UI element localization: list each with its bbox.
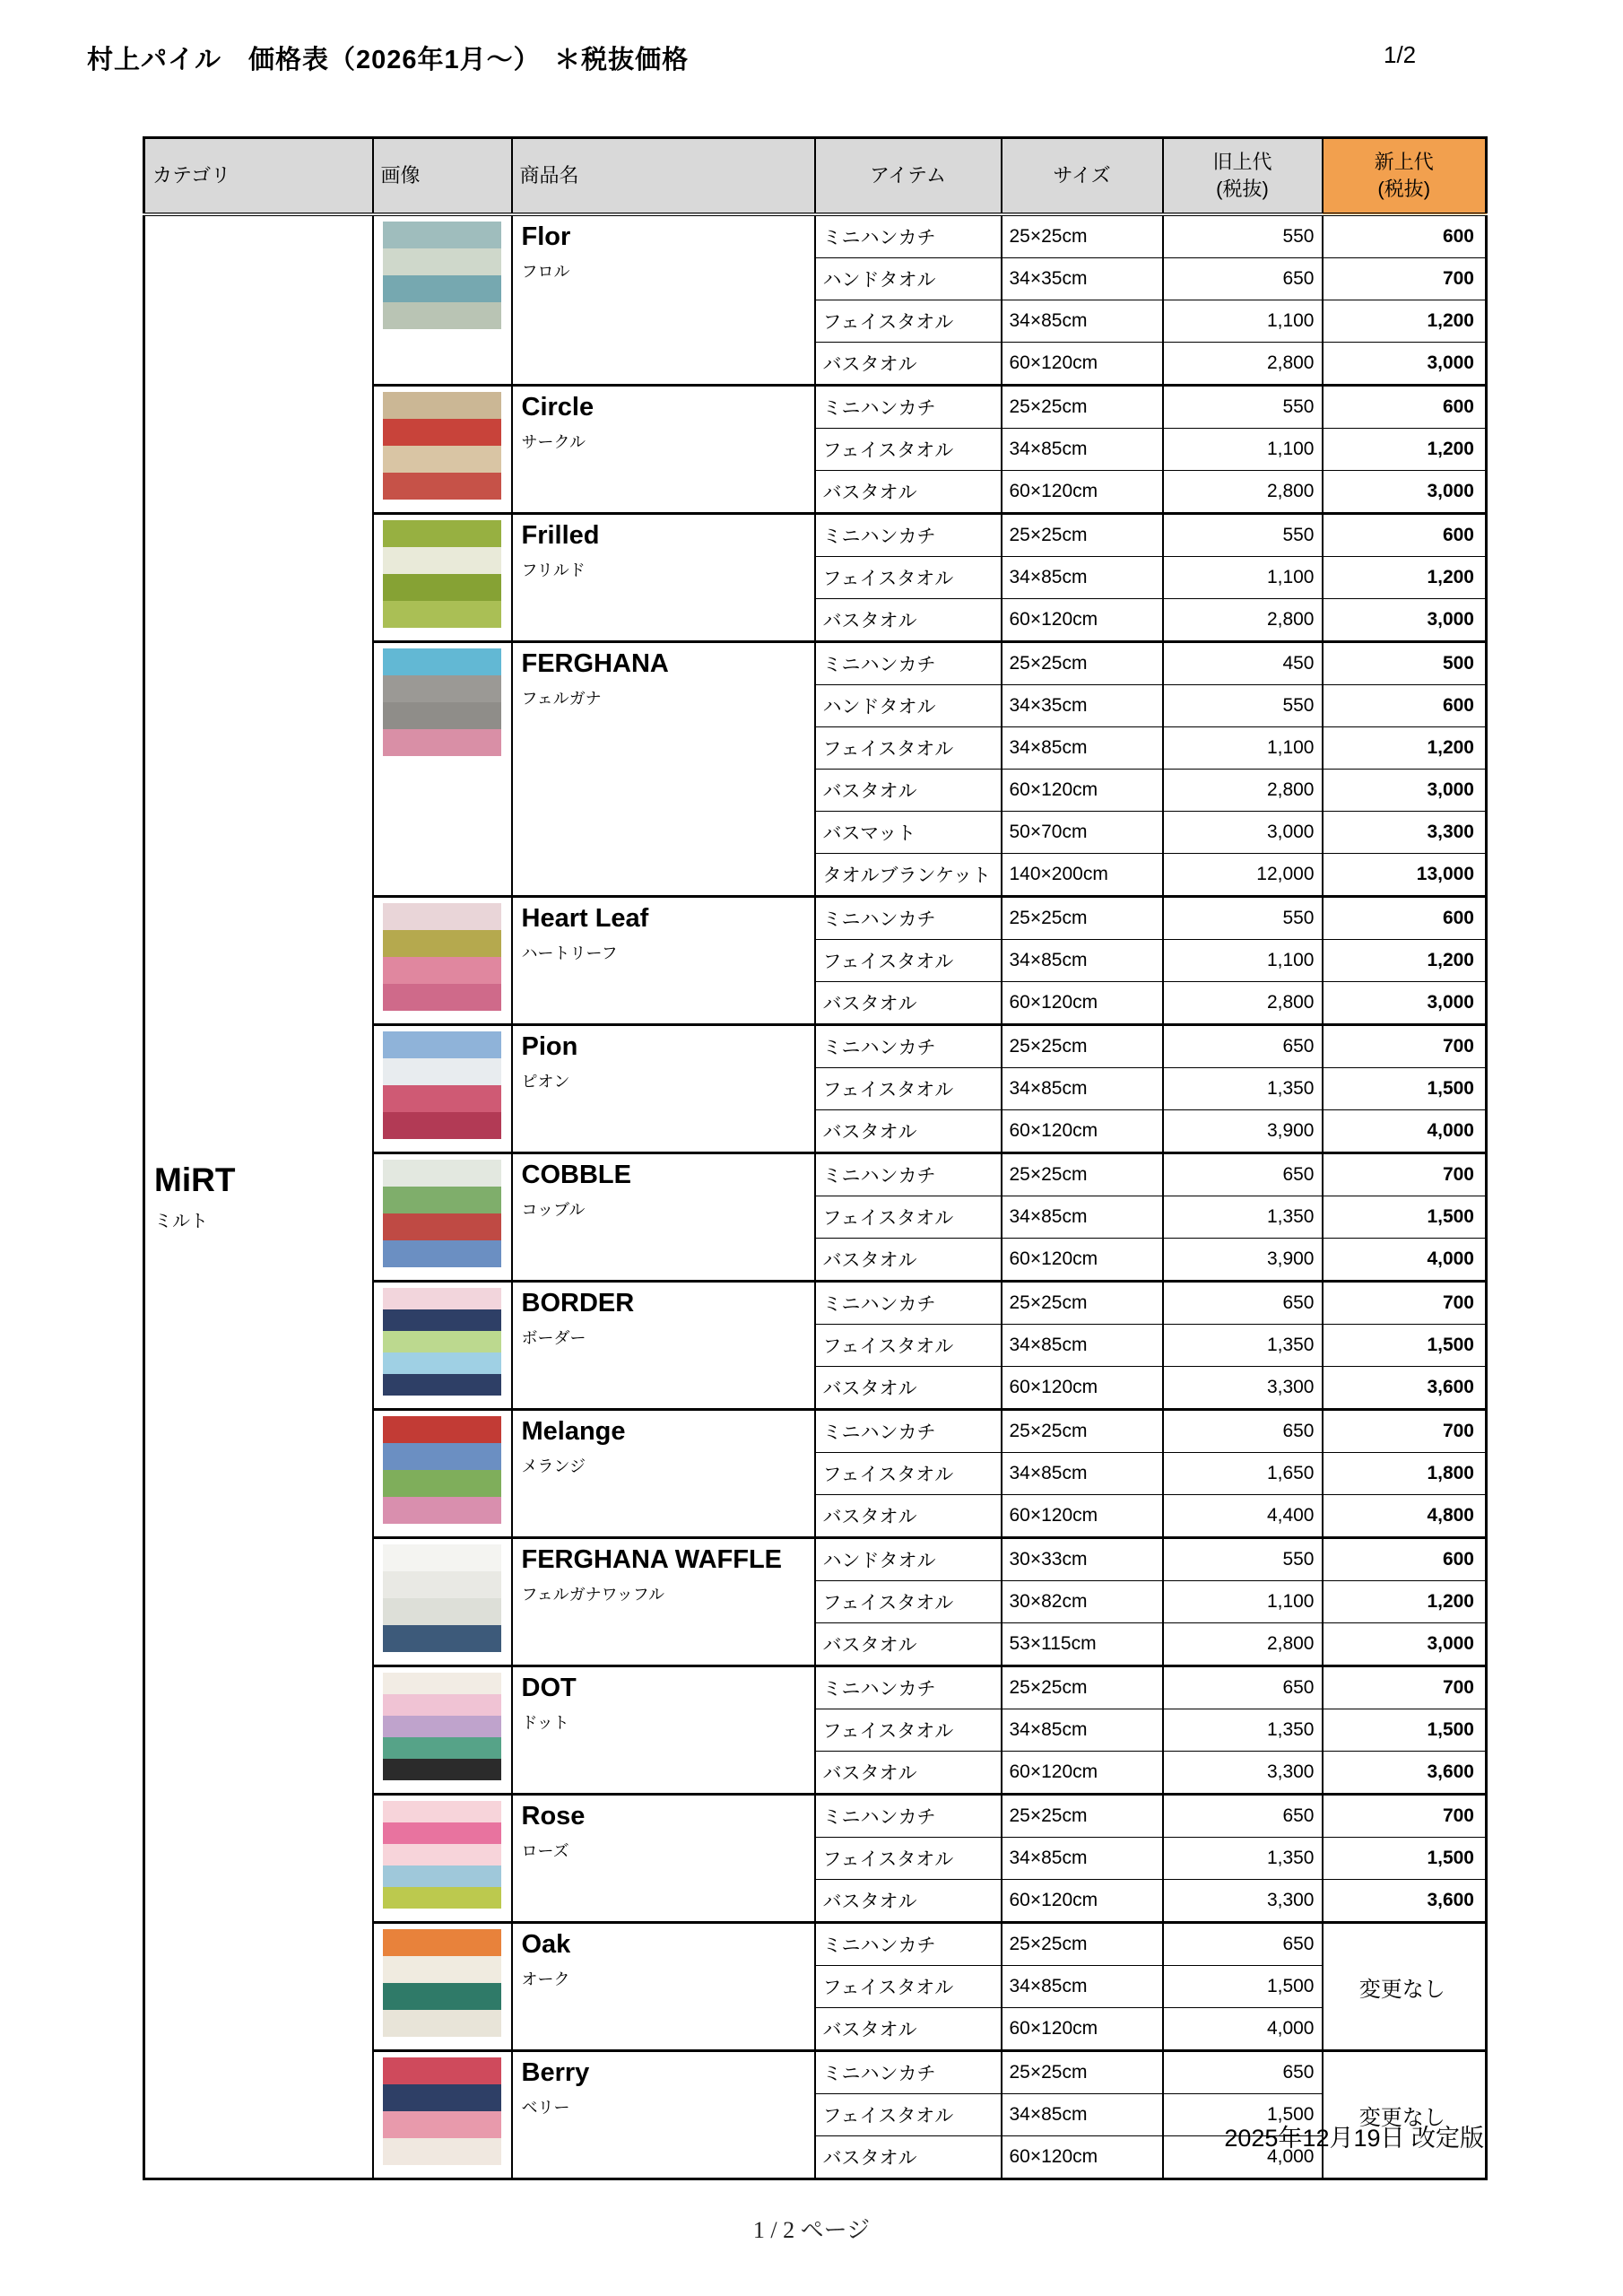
category-kana: ミルト	[154, 1212, 208, 1231]
item-cell: フェイスタオル	[815, 1709, 1002, 1752]
size-cell: 25×25cm	[1002, 2051, 1163, 2094]
product-image	[383, 520, 501, 628]
product-name: Oak	[521, 1930, 571, 1959]
product-name-cell	[512, 897, 815, 1025]
item-cell: フェイスタオル	[815, 1838, 1002, 1880]
product-name-cell	[512, 1410, 815, 1538]
column-header-image: 画像	[373, 138, 512, 215]
new-price-cell: 1,200	[1323, 557, 1487, 599]
new-price-cell: 3,000	[1323, 770, 1487, 812]
item-cell: ハンドタオル	[815, 258, 1002, 300]
product-image-cell	[373, 1025, 512, 1153]
price-unchanged-cell: 変更なし	[1323, 1923, 1487, 2051]
product-name-cell	[512, 386, 815, 514]
item-cell: ミニハンカチ	[815, 897, 1002, 940]
item-cell: ミニハンカチ	[815, 514, 1002, 557]
item-cell: ハンドタオル	[815, 685, 1002, 727]
old-price-cell: 12,000	[1163, 854, 1323, 897]
new-price-cell: 1,500	[1323, 1196, 1487, 1239]
revision-note: 2025年12月19日 改定版	[1224, 2125, 1484, 2152]
new-price-cell: 4,800	[1323, 1495, 1487, 1538]
new-price-cell: 3,600	[1323, 1367, 1487, 1410]
size-cell: 34×85cm	[1002, 1325, 1163, 1367]
old-price-cell: 1,650	[1163, 1453, 1323, 1495]
item-cell: バスタオル	[815, 1495, 1002, 1538]
old-price-cell: 550	[1163, 685, 1323, 727]
product-image-cell	[373, 897, 512, 1025]
size-cell: 140×200cm	[1002, 854, 1163, 897]
product-image	[383, 222, 501, 329]
item-cell: バスタオル	[815, 2136, 1002, 2179]
old-price-cell: 3,300	[1163, 1367, 1323, 1410]
old-price-cell: 650	[1163, 1410, 1323, 1453]
item-cell: ハンドタオル	[815, 1538, 1002, 1581]
new-price-cell: 700	[1323, 258, 1487, 300]
old-price-cell: 2,800	[1163, 599, 1323, 642]
item-cell: ミニハンカチ	[815, 214, 1002, 258]
new-price-cell: 3,000	[1323, 1623, 1487, 1666]
item-cell: フェイスタオル	[815, 1196, 1002, 1239]
product-kana: コッブル	[521, 1200, 586, 1219]
new-price-cell: 600	[1323, 514, 1487, 557]
size-cell: 25×25cm	[1002, 1666, 1163, 1709]
item-cell: フェイスタオル	[815, 1966, 1002, 2008]
product-image	[383, 1031, 501, 1139]
size-cell: 60×120cm	[1002, 1752, 1163, 1795]
size-cell: 25×25cm	[1002, 514, 1163, 557]
item-cell: タオルブランケット	[815, 854, 1002, 897]
size-cell: 50×70cm	[1002, 812, 1163, 854]
old-price-cell: 550	[1163, 214, 1323, 258]
item-cell: フェイスタオル	[815, 429, 1002, 471]
product-image-cell	[373, 214, 512, 386]
new-price-label-line2: (税抜)	[1377, 178, 1431, 200]
item-cell: ミニハンカチ	[815, 386, 1002, 429]
old-price-cell: 650	[1163, 1795, 1323, 1838]
old-price-cell: 4,000	[1163, 2136, 1323, 2179]
size-cell: 60×120cm	[1002, 1367, 1163, 1410]
product-kana: フェルガナワッフル	[521, 1585, 664, 1604]
product-name-cell	[512, 1666, 815, 1795]
new-price-cell: 600	[1323, 386, 1487, 429]
size-cell: 34×35cm	[1002, 685, 1163, 727]
size-cell: 25×25cm	[1002, 1025, 1163, 1068]
new-price-cell: 3,300	[1323, 812, 1487, 854]
size-cell: 34×85cm	[1002, 1068, 1163, 1110]
size-cell: 25×25cm	[1002, 1923, 1163, 1966]
size-cell: 34×85cm	[1002, 1709, 1163, 1752]
new-price-cell: 4,000	[1323, 1239, 1487, 1282]
product-name: Berry	[521, 2058, 590, 2087]
old-price-cell: 450	[1163, 642, 1323, 685]
size-cell: 60×120cm	[1002, 471, 1163, 514]
new-price-cell: 1,200	[1323, 940, 1487, 982]
product-kana: フェルガナ	[521, 689, 602, 708]
old-price-cell: 650	[1163, 258, 1323, 300]
old-price-cell: 1,350	[1163, 1325, 1323, 1367]
product-kana: ハートリーフ	[521, 944, 618, 962]
new-price-cell: 1,500	[1323, 1838, 1487, 1880]
old-price-cell: 1,100	[1163, 727, 1323, 770]
product-kana: ピオン	[521, 1072, 570, 1091]
size-cell: 60×120cm	[1002, 770, 1163, 812]
product-kana: フロル	[521, 262, 570, 281]
item-cell: バスタオル	[815, 599, 1002, 642]
product-name: Circle	[521, 393, 595, 422]
old-price-cell: 1,100	[1163, 300, 1323, 343]
item-cell: ミニハンカチ	[815, 1410, 1002, 1453]
old-price-cell: 2,800	[1163, 1623, 1323, 1666]
new-price-cell: 500	[1323, 642, 1487, 685]
size-cell: 25×25cm	[1002, 642, 1163, 685]
category-cell	[144, 214, 373, 2179]
size-cell: 25×25cm	[1002, 1795, 1163, 1838]
old-price-cell: 3,000	[1163, 812, 1323, 854]
product-image	[383, 1801, 501, 1909]
item-cell: ミニハンカチ	[815, 1153, 1002, 1196]
product-image-cell	[373, 514, 512, 642]
product-name: FERGHANA WAFFLE	[521, 1545, 783, 1574]
old-price-cell: 1,100	[1163, 429, 1323, 471]
item-cell: ミニハンカチ	[815, 1795, 1002, 1838]
old-price-cell: 4,400	[1163, 1495, 1323, 1538]
new-price-cell: 1,500	[1323, 1325, 1487, 1367]
old-price-cell: 3,300	[1163, 1752, 1323, 1795]
product-image	[383, 1673, 501, 1780]
new-price-cell: 600	[1323, 685, 1487, 727]
item-cell: バスマット	[815, 812, 1002, 854]
product-kana: フリルド	[521, 561, 586, 579]
size-cell: 60×120cm	[1002, 1110, 1163, 1153]
product-kana: ベリー	[521, 2098, 570, 2117]
new-price-cell: 3,600	[1323, 1880, 1487, 1923]
size-cell: 34×85cm	[1002, 940, 1163, 982]
size-cell: 34×35cm	[1002, 258, 1163, 300]
product-image-cell	[373, 1282, 512, 1410]
product-name-cell	[512, 514, 815, 642]
product-name: BORDER	[521, 1289, 635, 1318]
column-header-category: カテゴリ	[144, 138, 373, 215]
price-unchanged-cell: 変更なし	[1323, 2051, 1487, 2179]
product-image-cell	[373, 1153, 512, 1282]
item-cell: バスタオル	[815, 471, 1002, 514]
size-cell: 60×120cm	[1002, 2136, 1163, 2179]
old-price-cell: 650	[1163, 1923, 1323, 1966]
old-price-cell: 2,800	[1163, 770, 1323, 812]
column-header-old-price	[1163, 138, 1323, 215]
product-name: FERGHANA	[521, 649, 669, 678]
item-cell: バスタオル	[815, 1752, 1002, 1795]
size-cell: 25×25cm	[1002, 897, 1163, 940]
size-cell: 25×25cm	[1002, 1282, 1163, 1325]
new-price-cell: 700	[1323, 1410, 1487, 1453]
old-price-cell: 650	[1163, 1153, 1323, 1196]
size-cell: 25×25cm	[1002, 1153, 1163, 1196]
product-image-cell	[373, 1923, 512, 2051]
new-price-cell: 1,200	[1323, 429, 1487, 471]
item-cell: フェイスタオル	[815, 1581, 1002, 1623]
item-cell: フェイスタオル	[815, 2094, 1002, 2136]
old-price-cell: 1,500	[1163, 2094, 1323, 2136]
product-image	[383, 1160, 501, 1267]
old-price-cell: 2,800	[1163, 343, 1323, 386]
product-image	[383, 903, 501, 1011]
product-image-cell	[373, 1666, 512, 1795]
old-price-cell: 4,000	[1163, 2008, 1323, 2051]
product-name-cell	[512, 1923, 815, 2051]
item-cell: フェイスタオル	[815, 1453, 1002, 1495]
price-table	[143, 136, 1488, 2180]
page-indicator: 1/2	[1384, 41, 1417, 68]
new-price-cell: 1,500	[1323, 1709, 1487, 1752]
page-title: 村上パイル 価格表（2026年1月～） ＊税抜価格	[87, 46, 690, 74]
size-cell: 60×120cm	[1002, 343, 1163, 386]
old-price-cell: 3,900	[1163, 1110, 1323, 1153]
old-price-cell: 1,100	[1163, 1581, 1323, 1623]
product-name-cell	[512, 1282, 815, 1410]
size-cell: 60×120cm	[1002, 2008, 1163, 2051]
new-price-cell: 600	[1323, 897, 1487, 940]
size-cell: 60×120cm	[1002, 982, 1163, 1025]
column-header-item: アイテム	[815, 138, 1002, 215]
product-name-cell	[512, 2051, 815, 2179]
new-price-cell: 600	[1323, 1538, 1487, 1581]
size-cell: 34×85cm	[1002, 727, 1163, 770]
old-price-label-line2: (税抜)	[1216, 178, 1269, 200]
new-price-cell: 700	[1323, 1666, 1487, 1709]
product-image	[383, 1288, 501, 1396]
product-name: Frilled	[521, 521, 600, 550]
item-cell: ミニハンカチ	[815, 1923, 1002, 1966]
old-price-cell: 1,350	[1163, 1196, 1323, 1239]
old-price-cell: 550	[1163, 897, 1323, 940]
item-cell: ミニハンカチ	[815, 1282, 1002, 1325]
product-name-cell	[512, 1153, 815, 1282]
product-name: Rose	[521, 1802, 586, 1831]
product-image	[383, 1929, 501, 2037]
new-price-cell: 700	[1323, 1025, 1487, 1068]
header-row	[144, 138, 1487, 215]
new-price-label-line1: 新上代	[1374, 151, 1434, 174]
new-price-cell: 1,200	[1323, 1581, 1487, 1623]
size-cell: 60×120cm	[1002, 1880, 1163, 1923]
old-price-cell: 3,300	[1163, 1880, 1323, 1923]
new-price-cell: 700	[1323, 1153, 1487, 1196]
size-cell: 60×120cm	[1002, 1495, 1163, 1538]
product-name: DOT	[521, 1674, 577, 1702]
column-header-size: サイズ	[1002, 138, 1163, 215]
product-image	[383, 392, 501, 500]
product-image	[383, 1544, 501, 1652]
product-name: Heart Leaf	[521, 904, 649, 933]
product-kana: メランジ	[521, 1457, 586, 1475]
column-header-product: 商品名	[512, 138, 815, 215]
product-image	[383, 648, 501, 756]
old-price-cell: 1,100	[1163, 557, 1323, 599]
new-price-cell: 13,000	[1323, 854, 1487, 897]
size-cell: 25×25cm	[1002, 386, 1163, 429]
product-name-cell	[512, 1795, 815, 1923]
size-cell: 34×85cm	[1002, 2094, 1163, 2136]
product-name: Melange	[521, 1417, 626, 1446]
size-cell: 25×25cm	[1002, 214, 1163, 258]
product-name-cell	[512, 642, 815, 897]
product-image	[383, 1416, 501, 1524]
item-cell: バスタオル	[815, 1110, 1002, 1153]
old-price-cell: 2,800	[1163, 471, 1323, 514]
product-name-cell	[512, 1025, 815, 1153]
product-kana: ローズ	[521, 1841, 569, 1860]
size-cell: 34×85cm	[1002, 557, 1163, 599]
old-price-cell: 550	[1163, 1538, 1323, 1581]
item-cell: ミニハンカチ	[815, 2051, 1002, 2094]
size-cell: 30×82cm	[1002, 1581, 1163, 1623]
size-cell: 34×85cm	[1002, 1838, 1163, 1880]
product-image	[383, 2057, 501, 2165]
product-name-cell	[512, 1538, 815, 1666]
new-price-cell: 1,200	[1323, 300, 1487, 343]
price-table-body	[144, 214, 1487, 2179]
old-price-cell: 1,100	[1163, 940, 1323, 982]
item-cell: バスタオル	[815, 2008, 1002, 2051]
product-kana: サークル	[521, 432, 586, 451]
product-image-cell	[373, 1538, 512, 1666]
new-price-cell: 3,000	[1323, 982, 1487, 1025]
product-name: COBBLE	[521, 1161, 631, 1189]
item-cell: バスタオル	[815, 343, 1002, 386]
item-cell: フェイスタオル	[815, 940, 1002, 982]
size-cell: 34×85cm	[1002, 300, 1163, 343]
product-image-cell	[373, 2051, 512, 2179]
size-cell: 34×85cm	[1002, 429, 1163, 471]
product-kana: オーク	[521, 1970, 570, 1988]
old-price-cell: 650	[1163, 1025, 1323, 1068]
product-kana: ドット	[521, 1713, 569, 1732]
new-price-cell: 700	[1323, 1795, 1487, 1838]
size-cell: 60×120cm	[1002, 1239, 1163, 1282]
item-cell: ミニハンカチ	[815, 642, 1002, 685]
new-price-cell: 3,600	[1323, 1752, 1487, 1795]
item-cell: ミニハンカチ	[815, 1025, 1002, 1068]
new-price-cell: 600	[1323, 214, 1487, 258]
old-price-cell: 1,350	[1163, 1838, 1323, 1880]
new-price-cell: 1,500	[1323, 1068, 1487, 1110]
new-price-cell: 1,200	[1323, 727, 1487, 770]
old-price-cell: 650	[1163, 1666, 1323, 1709]
table-row	[144, 214, 1487, 258]
product-image-cell	[373, 1795, 512, 1923]
old-price-cell: 650	[1163, 1282, 1323, 1325]
old-price-cell: 550	[1163, 514, 1323, 557]
item-cell: バスタオル	[815, 1880, 1002, 1923]
old-price-cell: 2,800	[1163, 982, 1323, 1025]
old-price-cell: 1,500	[1163, 1966, 1323, 2008]
item-cell: バスタオル	[815, 1623, 1002, 1666]
new-price-cell: 3,000	[1323, 343, 1487, 386]
product-image-cell	[373, 1410, 512, 1538]
old-price-cell: 650	[1163, 2051, 1323, 2094]
old-price-cell: 550	[1163, 386, 1323, 429]
old-price-cell: 1,350	[1163, 1068, 1323, 1110]
product-name: Flor	[521, 222, 571, 251]
item-cell: バスタオル	[815, 982, 1002, 1025]
old-price-cell: 1,350	[1163, 1709, 1323, 1752]
new-price-cell: 3,000	[1323, 471, 1487, 514]
size-cell: 53×115cm	[1002, 1623, 1163, 1666]
new-price-cell: 3,000	[1323, 599, 1487, 642]
product-image-cell	[373, 386, 512, 514]
product-image-cell	[373, 642, 512, 897]
size-cell: 25×25cm	[1002, 1410, 1163, 1453]
old-price-cell: 3,900	[1163, 1239, 1323, 1282]
new-price-cell: 4,000	[1323, 1110, 1487, 1153]
item-cell: フェイスタオル	[815, 727, 1002, 770]
size-cell: 34×85cm	[1002, 1966, 1163, 2008]
page-footer: 1 / 2 ページ	[752, 2217, 871, 2243]
size-cell: 60×120cm	[1002, 599, 1163, 642]
item-cell: バスタオル	[815, 1239, 1002, 1282]
item-cell: フェイスタオル	[815, 1068, 1002, 1110]
item-cell: フェイスタオル	[815, 300, 1002, 343]
size-cell: 30×33cm	[1002, 1538, 1163, 1581]
old-price-label-line1: 旧上代	[1212, 151, 1272, 174]
item-cell: バスタオル	[815, 770, 1002, 812]
column-header-new-price	[1323, 138, 1487, 215]
new-price-cell: 700	[1323, 1282, 1487, 1325]
category-name: MiRT	[154, 1161, 236, 1198]
size-cell: 34×85cm	[1002, 1453, 1163, 1495]
new-price-cell: 1,800	[1323, 1453, 1487, 1495]
size-cell: 34×85cm	[1002, 1196, 1163, 1239]
item-cell: フェイスタオル	[815, 557, 1002, 599]
product-name: Pion	[521, 1032, 578, 1061]
item-cell: ミニハンカチ	[815, 1666, 1002, 1709]
item-cell: フェイスタオル	[815, 1325, 1002, 1367]
product-name-cell	[512, 214, 815, 386]
item-cell: バスタオル	[815, 1367, 1002, 1410]
product-kana: ボーダー	[521, 1328, 586, 1347]
